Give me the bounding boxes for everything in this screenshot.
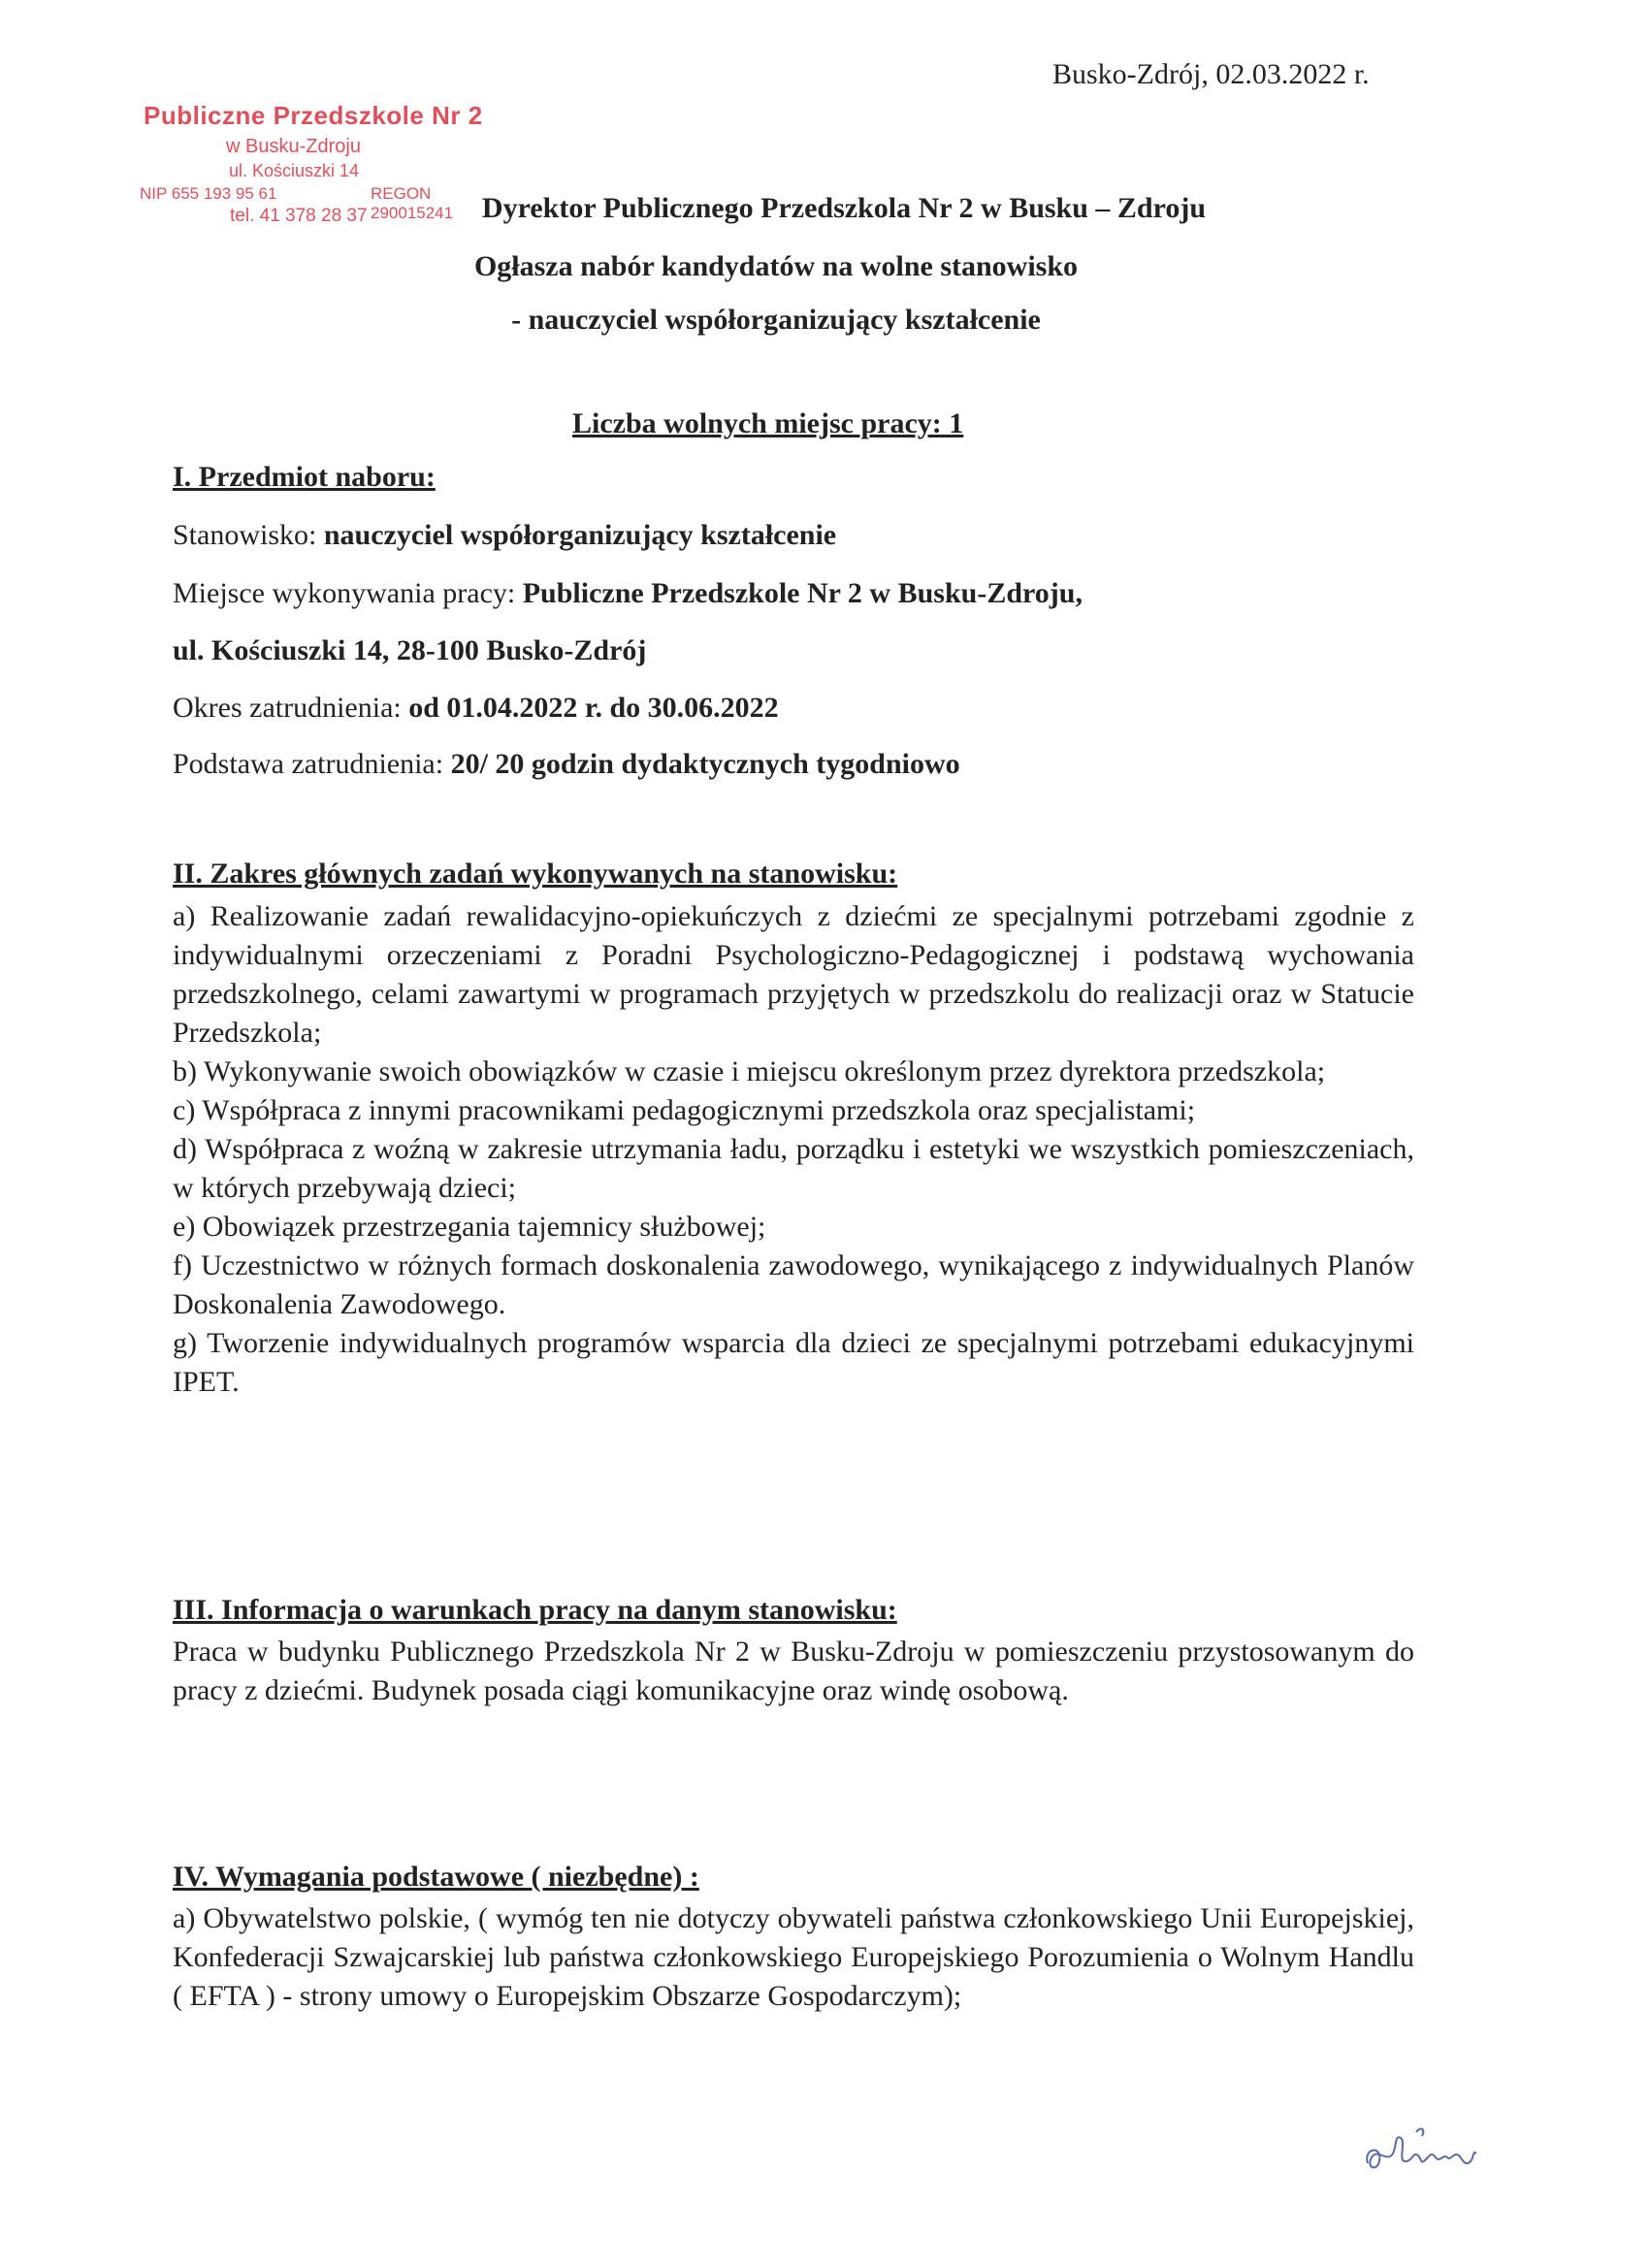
period-value: od 01.04.2022 r. do 30.06.2022 [408,692,779,724]
duty-item: d) Współpraca z woźną w zakresie utrzymania ładu, porządku i estetyki we wszystkich pomieszczeniach, w których przebywają dzieci; [173,1133,1414,1204]
workplace-address: ul. Kościuszki 14, 28-100 Busko-Zdrój [173,634,647,666]
duty-item: e) Obowiązek przestrzegania tajemnicy służbowej; [173,1211,766,1243]
section-4-title: IV. Wymagania podstawowe ( niezbędne) : [173,1861,699,1893]
workplace-value: Publiczne Przedszkole Nr 2 w Busku-Zdroju, [522,577,1083,609]
requirement-item: a) Obywatelstwo polskie, ( wymóg ten nie dotyczy obywateli państwa członkowskiego Unii Europejskiej, Konfederacji Szwajcarskiej lub państwa członkowskiego Europejskiego Porozumienia o Wolnym Handlu ( EFTA ) - strony umowy o Europejskim Obszarze Gospodarczym); [173,1902,1414,2012]
duty-item: f) Uczestnictwo w różnych formach doskonalenia zawodowego, wynikającego z indywidualnych Planów Doskonalenia Zawodowego. [173,1249,1414,1320]
position-label: Stanowisko: [173,519,324,551]
work-conditions-text [173,1633,1414,1710]
duty-item: c) Współpraca z innymi pracownikami pedagogicznymi przedszkola oraz specjalistami; [173,1094,1196,1126]
title-director: Dyrektor Publicznego Przedszkola Nr 2 w Busku – Zdroju [481,192,1207,224]
period-line [173,692,779,725]
basis-line [173,748,960,781]
stamp-street: ul. Kościuszki 14 [229,161,360,180]
place-date: Busko-Zdrój, 02.03.2022 r. [1052,58,1370,90]
signature [1358,2124,1484,2183]
basis-label: Podstawa zatrudnienia: [173,748,451,780]
title-announcement: Ogłasza nabór kandydatów na wolne stanowisko [473,250,1079,282]
workplace-label: Miejsce wykonywania pracy: [173,577,523,609]
vacancies-count: Liczba wolnych miejsc pracy: 1 [572,407,964,439]
period-label: Okres zatrudnienia: [173,692,409,724]
duty-item: g) Tworzenie indywidualnych programów wsparcia dla dzieci ze specjalnymi potrzebami edukacyjnymi IPET. [173,1327,1414,1398]
section-2-title: II. Zakres głównych zadań wykonywanych na stanowisku: [173,858,898,890]
duty-item: a) Realizowanie zadań rewalidacyjno-opiekuńczych z dziećmi ze specjalnymi potrzebami zgodnie z indywidualnymi orzeczeniami z Poradni Psychologiczno-Pedagogicznej i podstawą wychowania przedszkolnego, celami zawartymi w programach przyjętych w przedszkolu do realizacji oraz w Statucie Przedszkola; [173,900,1414,1049]
position-value: nauczyciel współorganizujący kształcenie [323,519,837,551]
workplace-line [173,577,1083,610]
section-3-title: III. Informacja o warunkach pracy na danym stanowisku: [173,1594,897,1626]
stamp-nip: NIP 655 193 95 61 [140,184,277,203]
address-line [173,634,646,667]
work-conditions-paragraph: Praca w budynku Publicznego Przedszkola Nr 2 w Busku-Zdroju w pomieszczeniu przystosowanym do pracy z dziećmi. Budynek posada ciągi komunikacyjne oraz windę osobową. [173,1636,1414,1706]
stamp-tel: tel. 41 378 28 37 [230,206,368,226]
position-line [173,519,836,552]
title-position: - nauczyciel współorganizujący kształcenie [511,304,1041,336]
basis-value: 20/ 20 godzin dydaktycznych tygodniowo [450,748,960,780]
section-1-title: I. Przedmiot naboru: [173,461,436,493]
stamp-regon: REGON 290015241 [371,184,454,222]
duty-item: b) Wykonywanie swoich obowiązków w czasie i miejscu określonym przez dyrektora przedszkola; [173,1055,1326,1087]
requirements-text [173,1899,1414,2016]
stamp-name: Publiczne Przedszkole Nr 2 [144,101,483,130]
stamp-city: w Busku-Zdroju [226,136,361,157]
duties-list [173,897,1414,1402]
